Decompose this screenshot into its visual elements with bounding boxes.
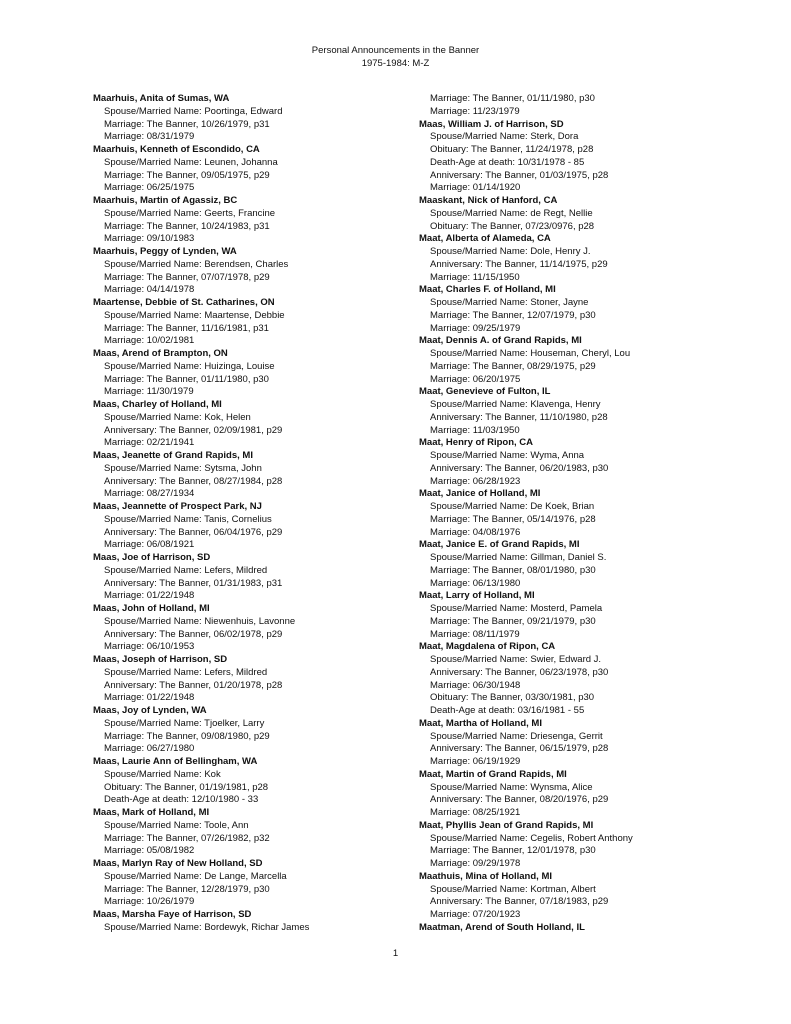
announcement-entry: [419, 233, 749, 284]
entry-detail: Marriage: The Banner, 10/26/1979, p31: [104, 118, 270, 130]
entry-name: Maat, Charles F. of Holland, MI: [419, 284, 556, 296]
entry-name: Maarhuis, Martin of Agassiz, BC: [93, 195, 238, 206]
entry-detail: Anniversary: The Banner, 06/04/1976, p29: [104, 526, 283, 538]
announcement-entry: [419, 284, 749, 335]
announcement-entry: [93, 654, 423, 705]
entry-name: Maat, Henry of Ripon, CA: [419, 437, 534, 449]
announcement-entry: [93, 807, 423, 858]
announcement-entry: [419, 437, 749, 488]
entry-name: Maathuis, Mina of Holland, MI: [419, 870, 552, 882]
entry-detail: Spouse/Married Name: Stoner, Jayne: [430, 297, 589, 308]
entry-detail: Obituary: The Banner, 07/23/0976, p28: [430, 220, 595, 232]
entry-detail: Anniversary: The Banner, 08/27/1984, p28: [104, 475, 283, 487]
entry-detail: Spouse/Married Name: De Koek, Brian: [430, 501, 595, 512]
entry-detail: Marriage: 06/20/1975: [430, 373, 521, 385]
entry-detail: Marriage: The Banner, 07/07/1978, p29: [104, 271, 270, 283]
entry-detail: Marriage: 06/10/1953: [104, 641, 195, 653]
entry-detail: Marriage: 08/31/1979: [104, 131, 195, 143]
announcement-entry: [93, 705, 423, 756]
entry-detail: Spouse/Married Name: Wynsma, Alice: [430, 781, 593, 793]
entry-detail: Marriage: 11/23/1979: [430, 105, 520, 117]
entry-detail: Spouse/Married Name: Toole, Ann: [104, 819, 249, 831]
entry-detail: Anniversary: The Banner, 06/02/1978, p29: [104, 628, 283, 640]
entry-detail: Marriage: 06/25/1975: [104, 182, 195, 194]
entry-name: Maat, Phyllis Jean of Grand Rapids, MI: [419, 819, 594, 831]
entry-detail: Obituary: The Banner, 01/19/1981, p28: [104, 781, 269, 793]
entry-detail: Marriage: The Banner, 07/26/1982, p32: [104, 832, 270, 844]
entry-detail: Spouse/Married Name: Niewenhuis, Lavonne: [104, 615, 296, 627]
entry-detail: Spouse/Married Name: Poortinga, Edward: [104, 105, 283, 117]
entry-detail: Death-Age at death: 10/31/1978 - 85: [430, 156, 585, 168]
announcement-entry: [93, 144, 423, 195]
document-subtitle: 1975-1984: M-Z: [361, 58, 430, 69]
announcement-entry: [93, 348, 423, 399]
entry-detail: Marriage: 08/27/1934: [104, 488, 195, 500]
entry-name: Maat, Larry of Holland, MI: [419, 590, 535, 602]
announcement-entry: [419, 93, 749, 119]
entry-detail: Anniversary: The Banner, 06/15/1979, p28: [430, 743, 609, 755]
entry-name: Maarhuis, Anita of Sumas, WA: [93, 93, 230, 104]
entry-detail: Marriage: The Banner, 09/21/1979, p30: [430, 615, 596, 627]
entry-detail: Spouse/Married Name: De Lange, Marcella: [104, 870, 287, 882]
entry-detail: Marriage: The Banner, 12/07/1979, p30: [430, 309, 596, 321]
entry-detail: Marriage: The Banner, 01/11/1980, p30: [104, 373, 269, 385]
entry-detail: Spouse/Married Name: Tanis, Cornelius: [104, 513, 272, 525]
entry-detail: Marriage: 07/20/1923: [430, 909, 521, 920]
entry-detail: Spouse/Married Name: Geerts, Francine: [104, 207, 276, 219]
entry-detail: Spouse/Married Name: Bordewyk, Richar James: [104, 921, 310, 933]
entry-detail: Anniversary: The Banner, 11/10/1980, p28: [430, 411, 608, 423]
entry-detail: Spouse/Married Name: Swier, Edward J.: [430, 654, 602, 665]
entry-name: Maas, Marsha Faye of Harrison, SD: [93, 909, 252, 920]
entry-detail: Spouse/Married Name: Berendsen, Charles: [104, 258, 289, 270]
entry-name: Maas, Joy of Lynden, WA: [93, 705, 207, 716]
entry-detail: Marriage: 06/30/1948: [430, 679, 521, 691]
announcement-entry: [419, 119, 749, 196]
entry-name: Maas, Joseph of Harrison, SD: [93, 654, 228, 665]
entry-name: Maartense, Debbie of St. Catharines, ON: [93, 297, 275, 308]
entry-name: Maas, Laurie Ann of Bellingham, WA: [93, 756, 258, 767]
entry-detail: Spouse/Married Name: Cegelis, Robert Anthony: [430, 832, 633, 844]
entry-detail: Spouse/Married Name: Huizinga, Louise: [104, 360, 275, 372]
entry-detail: Anniversary: The Banner, 07/18/1983, p29: [430, 896, 609, 908]
right-column: [419, 93, 749, 935]
entry-name: Maas, Joe of Harrison, SD: [93, 552, 211, 563]
entry-detail: Marriage: 09/29/1978: [430, 858, 521, 869]
entry-detail: Marriage: 06/13/1980: [430, 577, 521, 589]
entry-detail: Marriage: 09/25/1979: [430, 322, 521, 334]
announcement-entry: [93, 756, 423, 807]
announcement-entry: [419, 769, 749, 820]
entry-detail: Marriage: The Banner, 01/11/1980, p30: [430, 93, 595, 104]
entry-detail: Marriage: 08/25/1921: [430, 807, 521, 818]
entry-detail: Anniversary: The Banner, 01/20/1978, p28: [104, 679, 283, 691]
page-header: [0, 44, 791, 70]
entry-detail: Anniversary: The Banner, 11/14/1975, p29: [430, 258, 608, 270]
announcement-entry: [93, 552, 423, 603]
entry-name: Maat, Martha of Holland, MI: [419, 717, 542, 729]
announcement-entry: [419, 641, 749, 718]
entry-name: Maat, Martin of Grand Rapids, MI: [419, 768, 567, 780]
entry-detail: Marriage: The Banner, 10/24/1983, p31: [104, 220, 270, 232]
document-title: Personal Announcements in the Banner: [311, 45, 480, 56]
entry-name: Maaskant, Nick of Hanford, CA: [419, 195, 558, 206]
announcement-entry: [93, 858, 423, 909]
entry-name: Maarhuis, Kenneth of Escondido, CA: [93, 144, 260, 155]
entry-detail: Spouse/Married Name: Tjoelker, Larry: [104, 717, 265, 729]
entry-name: Maas, Mark of Holland, MI: [93, 807, 210, 818]
entry-detail: Marriage: The Banner, 05/14/1976, p28: [430, 513, 596, 525]
entry-detail: Marriage: 10/02/1981: [104, 335, 195, 347]
entry-detail: Marriage: 08/11/1979: [430, 628, 520, 640]
entry-name: Maat, Magdalena of Ripon, CA: [419, 641, 556, 653]
entry-detail: Marriage: 11/30/1979: [104, 386, 194, 398]
page-footer: [0, 948, 791, 959]
entry-detail: Anniversary: The Banner, 01/31/1983, p31: [104, 577, 283, 589]
entry-detail: Spouse/Married Name: Mosterd, Pamela: [430, 603, 603, 614]
entry-name: Maas, Arend of Brampton, ON: [93, 348, 228, 359]
entry-detail: Marriage: 01/22/1948: [104, 692, 195, 704]
announcement-entry: [93, 297, 423, 348]
entry-name: Maat, Janice of Holland, MI: [419, 488, 541, 500]
entry-detail: Marriage: The Banner, 08/01/1980, p30: [430, 564, 596, 576]
entry-detail: Marriage: 11/03/1950: [430, 424, 520, 436]
entry-name: Maat, Genevieve of Fulton, IL: [419, 386, 551, 398]
announcement-entry: [419, 871, 749, 922]
entry-detail: Spouse/Married Name: Leunen, Johanna: [104, 156, 278, 168]
entry-detail: Obituary: The Banner, 03/30/1981, p30: [430, 692, 595, 704]
announcement-entry: [419, 590, 749, 641]
entry-detail: Spouse/Married Name: de Regt, Nellie: [430, 207, 593, 219]
entry-detail: Marriage: The Banner, 11/16/1981, p31: [104, 322, 269, 334]
entry-detail: Anniversary: The Banner, 06/20/1983, p30: [430, 462, 609, 474]
entry-detail: Marriage: The Banner, 09/08/1980, p29: [104, 730, 270, 742]
entry-detail: Spouse/Married Name: Klavenga, Henry: [430, 399, 601, 410]
announcement-entry: [93, 603, 423, 654]
announcement-entry: [419, 195, 749, 233]
entry-detail: Marriage: 09/10/1983: [104, 233, 195, 245]
entry-detail: Marriage: 06/28/1923: [430, 475, 521, 487]
entry-detail: Anniversary: The Banner, 08/20/1976, p29: [430, 794, 609, 806]
entry-detail: Spouse/Married Name: Kortman, Albert: [430, 883, 596, 895]
announcement-entry: [419, 386, 749, 437]
announcement-entry: [93, 501, 423, 552]
entry-detail: Marriage: The Banner, 09/05/1975, p29: [104, 169, 270, 181]
announcement-entry: [93, 195, 423, 246]
entry-detail: Spouse/Married Name: Lefers, Mildred: [104, 564, 268, 576]
entry-detail: Marriage: The Banner, 08/29/1975, p29: [430, 360, 596, 372]
entry-detail: Marriage: 06/08/1921: [104, 539, 195, 551]
entry-detail: Spouse/Married Name: Kok, Helen: [104, 411, 251, 423]
entry-detail: Marriage: The Banner, 12/28/1979, p30: [104, 883, 270, 895]
left-column: [93, 93, 423, 935]
entry-detail: Marriage: 10/26/1979: [104, 896, 195, 908]
entry-detail: Marriage: 06/19/1929: [430, 756, 521, 767]
entry-name: Maatman, Arend of South Holland, IL: [419, 921, 585, 933]
entry-detail: Anniversary: The Banner, 06/23/1978, p30: [430, 666, 609, 678]
announcement-entry: [419, 922, 749, 935]
entry-name: Maat, Alberta of Alameda, CA: [419, 233, 551, 245]
entry-name: Maas, William J. of Harrison, SD: [419, 118, 564, 130]
entry-name: Maat, Janice E. of Grand Rapids, MI: [419, 539, 580, 551]
announcement-entry: [419, 718, 749, 769]
announcement-entry: [419, 488, 749, 539]
announcement-entry: [93, 246, 423, 297]
entry-detail: Marriage: 01/14/1920: [430, 182, 521, 194]
entry-detail: Spouse/Married Name: Sterk, Dora: [430, 131, 579, 143]
announcement-entry: [93, 399, 423, 450]
entry-detail: Marriage: 01/22/1948: [104, 590, 195, 602]
entry-detail: Spouse/Married Name: Lefers, Mildred: [104, 666, 268, 678]
entry-detail: Spouse/Married Name: Maartense, Debbie: [104, 309, 285, 321]
entry-detail: Death-Age at death: 03/16/1981 - 55: [430, 705, 585, 716]
entry-detail: Anniversary: The Banner, 02/09/1981, p29: [104, 424, 283, 436]
entry-detail: Marriage: 06/27/1980: [104, 743, 195, 755]
entry-detail: Spouse/Married Name: Driesenga, Gerrit: [430, 730, 603, 742]
announcement-entry: [419, 335, 749, 386]
entry-detail: Anniversary: The Banner, 01/03/1975, p28: [430, 169, 609, 181]
entry-detail: Marriage: 05/08/1982: [104, 845, 195, 857]
entry-detail: Spouse/Married Name: Gillman, Daniel S.: [430, 552, 607, 563]
entry-name: Maas, John of Holland, MI: [93, 603, 210, 614]
entry-name: Maat, Dennis A. of Grand Rapids, MI: [419, 335, 582, 347]
entry-detail: Spouse/Married Name: Wyma, Anna: [430, 450, 585, 461]
announcement-entry: [93, 93, 423, 144]
entry-detail: Spouse/Married Name: Sytsma, John: [104, 462, 262, 474]
announcement-entry: [93, 450, 423, 501]
entry-detail: Marriage: 04/08/1976: [430, 526, 521, 538]
page-number: 1: [392, 948, 399, 959]
entry-detail: Obituary: The Banner, 11/24/1978, p28: [430, 144, 594, 155]
announcement-entry: [93, 909, 423, 935]
entry-detail: Spouse/Married Name: Kok: [104, 768, 221, 780]
announcement-entry: [419, 539, 749, 590]
entry-detail: Marriage: 04/14/1978: [104, 284, 195, 296]
entry-detail: Spouse/Married Name: Houseman, Cheryl, Lou: [430, 348, 631, 359]
entry-detail: Marriage: The Banner, 12/01/1978, p30: [430, 845, 596, 857]
entry-name: Maarhuis, Peggy of Lynden, WA: [93, 246, 237, 257]
entry-detail: Marriage: 02/21/1941: [104, 437, 195, 449]
entry-name: Maas, Jeannette of Prospect Park, NJ: [93, 501, 262, 512]
announcement-entry: [419, 820, 749, 871]
entry-detail: Marriage: 11/15/1950: [430, 271, 520, 283]
entry-detail: Death-Age at death: 12/10/1980 - 33: [104, 794, 259, 806]
entry-name: Maas, Marlyn Ray of New Holland, SD: [93, 858, 263, 869]
entry-detail: Spouse/Married Name: Dole, Henry J.: [430, 246, 591, 257]
entry-name: Maas, Charley of Holland, MI: [93, 399, 222, 410]
entry-name: Maas, Jeanette of Grand Rapids, MI: [93, 450, 253, 461]
